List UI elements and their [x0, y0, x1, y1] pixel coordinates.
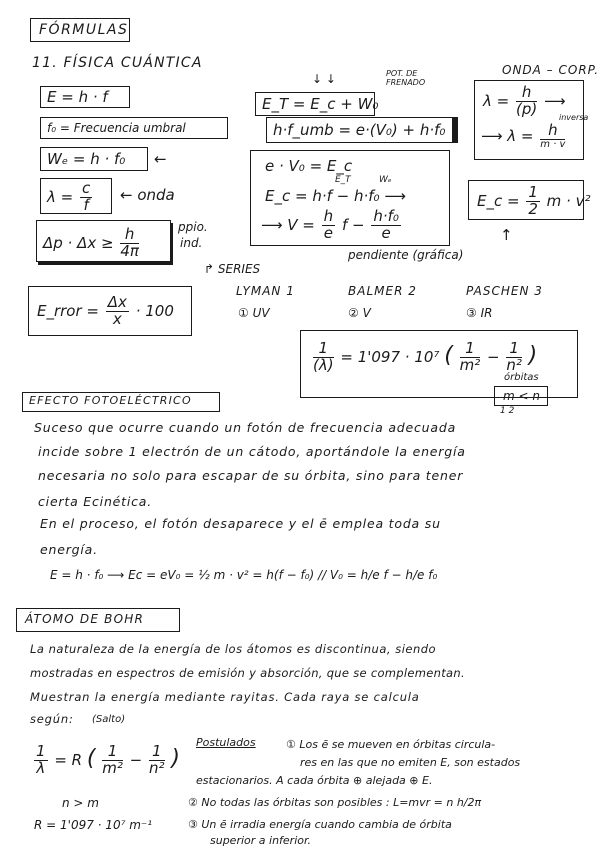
heading-box-foto — [22, 392, 220, 412]
formula-box-et — [255, 92, 379, 116]
heading-box-bohr — [16, 608, 180, 632]
formula-uncertainty: Δp · Δx ≥ $\frac{h}{4\pi}$ — [43, 225, 139, 260]
note-potencial-frenado: POT. DE FRENADO — [386, 69, 426, 87]
page-title-box — [30, 18, 130, 42]
postulado-3a: ③ Un ē irradia energía cuando cambia de órbita — [188, 818, 452, 831]
note-inversa: inversa — [559, 113, 589, 122]
series-paschen: PASCHEN 3 — [466, 284, 543, 298]
foto-line-5: En el proceso, el fotón desaparece y el ē emplea toda su — [40, 516, 441, 531]
formula-box-work — [40, 147, 148, 171]
formula-box-kinetic — [468, 180, 591, 220]
formula-box-f0 — [40, 117, 228, 139]
heading-foto: EFECTO FOTOELÉCTRICO — [29, 394, 192, 407]
postulado-1b: res en las que no emiten E, son estados — [300, 756, 521, 769]
bohr-line-1: La naturaleza de la energía de los átomos es discontinua, siendo — [30, 642, 437, 656]
formula-et: E_T = E_c + W₀ — [262, 95, 379, 113]
bohr-formula: $\frac{1}{\lambda}$ = R ( $\frac{1}{\text{m²}}$ − $\frac{1}{\text{n²}}$ ) — [36, 742, 180, 777]
formula-v: ⟶ V = $\frac{h}{e}$ f − $\frac{\text{h·f₀}}{e}$ — [261, 207, 399, 242]
formula-hf: h·f_umb = e·(V₀) + h·f₀ — [273, 121, 446, 139]
arrow-up-icon: ↑ — [500, 226, 513, 244]
label-m-lt-n: m < n — [503, 389, 540, 403]
formula-box-lambda — [40, 178, 112, 214]
formula-ec: E_c = h·f − h·f₀ ⟶ — [265, 187, 406, 205]
bohr-line-3: Muestran la energía mediante rayitas. Cada raya se calcula — [30, 690, 420, 704]
formula-box-energy — [40, 86, 130, 108]
heading-postulados: Postulados — [196, 736, 256, 749]
note-orbitas: órbitas — [504, 372, 539, 383]
heading-bohr: ÁTOMO DE BOHR — [25, 612, 145, 626]
series-ir: ③ IR — [466, 306, 493, 320]
postulado-1c: estacionarios. A cada órbita ⊕ alejada ⊕ E. — [196, 774, 433, 787]
formula-box-photoelectric — [250, 150, 450, 246]
label-et: E_T — [335, 175, 351, 185]
label-series: ↱ SERIES — [204, 262, 261, 276]
label-we: Wₑ — [379, 175, 392, 185]
formula-work: Wₑ = h · f₀ — [47, 150, 126, 168]
series-balmer: BALMER 2 — [348, 284, 417, 298]
section-heading-fisica-cuantica: 11. FÍSICA CUÁNTICA — [32, 55, 203, 71]
foto-line-6: energía. — [40, 542, 98, 557]
heading-onda-corpusculo: ONDA – CORP. — [502, 63, 600, 77]
note-ppio: ppio. — [178, 220, 208, 234]
formula-box-debroglie — [474, 80, 589, 160]
note-onda: ← onda — [120, 186, 175, 204]
formula-f0: f₀ = Frecuencia umbral — [47, 121, 186, 135]
box-m-lt-n — [494, 386, 548, 406]
series-v: ② V — [348, 306, 371, 320]
formula-lambda-mv: ⟶ λ = $\frac{h}{m \cdot v}$ — [481, 121, 566, 150]
formula-energy: E = h · f — [47, 88, 108, 106]
series-uv: ① UV — [238, 306, 270, 320]
label-m-n-values: 1 2 — [500, 406, 515, 416]
bohr-line-4: según: — [30, 712, 74, 726]
foto-line-4: cierta Ecinética. — [38, 494, 153, 509]
bohr-line-2: mostradas en espectros de emisión y absorción, que se complementan. — [30, 666, 465, 680]
postulado-3b: superior a inferior. — [210, 834, 312, 847]
postulado-1a: ① Los ē se mueven en órbitas circula- — [286, 738, 496, 751]
series-lyman: LYMAN 1 — [236, 284, 295, 298]
formula-kinetic: E_c = $\frac{1}{2}$ m · v² — [477, 183, 591, 218]
formula-box-hf — [266, 117, 458, 143]
arrow-left-icon: ← — [154, 150, 167, 168]
label-r-value: R = 1'097 · 10⁷ m⁻¹ — [34, 818, 153, 832]
foto-line-2: incide sobre 1 electrón de un cátodo, aportándole la energía — [38, 444, 466, 459]
formula-box-uncertainty — [36, 220, 171, 262]
label-n-gt-m: n > m — [62, 796, 99, 810]
arrows-down-icon: ↓ ↓ — [312, 72, 336, 86]
foto-line-1: Suceso que ocurre cuando un fotón de frecuencia adecuada — [34, 420, 457, 435]
note-ind: ind. — [180, 236, 203, 250]
page-title: FÓRMULAS — [39, 22, 129, 38]
foto-line-3: necesaria no solo para escapar de su órbita, sino para tener — [38, 468, 464, 483]
foto-formula: E = h · f₀ ⟶ Ec = eV₀ = ½ m · v² = h(f − f₀) // V₀ = h/e f − h/e f₀ — [50, 568, 438, 582]
formula-ev0: e · V₀ = E_c — [265, 157, 353, 175]
formula-error: E_rror = $\frac{\Delta x}{x}$ · 100 — [37, 293, 174, 328]
formula-lambda: λ = $\frac{c}{f}$ — [47, 179, 91, 214]
formula-rydberg: $\frac{1}{(\lambda)}$ = 1'097 · 10⁷ ( $\frac{1}{\text{m²}}$ − $\frac{1}{\text{n²}}$ ) — [313, 339, 538, 374]
note-pendiente: pendiente (gráfica) — [348, 248, 464, 262]
note-salto: (Salto) — [92, 714, 126, 725]
formula-lambda-hp: λ = $\frac{h}{(p)}$ ⟶ — [483, 83, 566, 118]
postulado-2: ② No todas las órbitas son posibles : L=mvr = n h/2π — [188, 796, 482, 809]
formula-box-error — [28, 286, 192, 336]
